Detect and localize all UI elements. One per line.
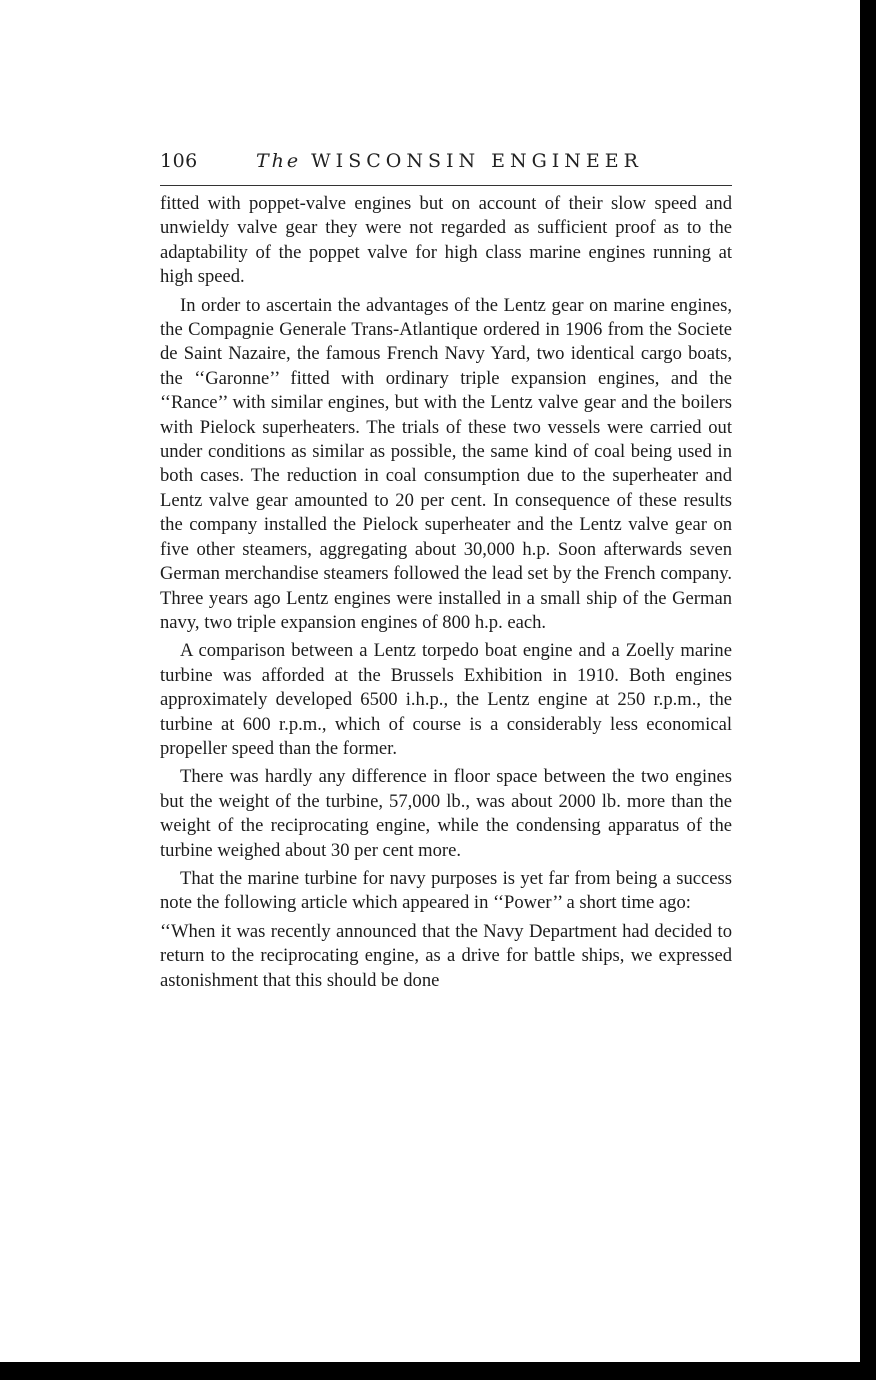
running-header (160, 148, 732, 178)
quoted-paragraph: ‘‘When it was recently announced that the Navy Department had decided to return to the reciprocating engine, as a drive for battle ships, we expressed astonishment that this should be done (160, 920, 732, 991)
journal-title (256, 150, 643, 172)
paragraph: In order to ascertain the advantages of the Lentz gear on marine engines, the Compagnie Generale Trans-Atlantique ordered in 1906 from the Societe de Saint Nazaire, the famous French Navy Yard, two identical cargo boats, the ‘‘Garonne’’ fitted with ordinary triple expansion engines, and the ‘‘Rance’’ with similar engines, but with the Lentz valve gear and the boilers with Pielock superheaters. The trials of these two vessels were carried out under conditions as similar as possible, the same kind of coal being used in both cases. The reduction in coal consumption due to the superheater and Lentz valve gear amounted to 20 per cent. In consequence of these results the company installed the Pielock superheater and the Lentz valve gear on five other steamers, aggregating about 30,000 h.p. Soon afterwards seven German merchandise steamers followed the lead set by the French company. Three years ago Lentz engines were installed in a small ship of the German navy, two triple expansion engines of 800 h.p. each. (160, 294, 732, 633)
page-number: 106 (160, 150, 198, 172)
header-rule (160, 185, 732, 186)
journal-title-prefix: The (256, 150, 302, 172)
paragraph: That the marine turbine for navy purposes is yet far from being a success note the following article which appeared in ‘‘Power’’ a short time ago: (160, 867, 732, 914)
paragraph: A comparison between a Lentz torpedo boat engine and a Zoelly marine turbine was afforded at the Brussels Exhibition in 1910. Both engines approximately developed 6500 i.h.p., the Lentz engine at 250 r.p.m., the turbine at 600 r.p.m., which of course is a considerably less economical propeller speed than the former. (160, 640, 732, 759)
paragraph: There was hardly any difference in floor space between the two engines but the weight of the turbine, 57,000 lb., was about 2000 lb. more than the weight of the reciprocating engine, while the condensing apparatus of the turbine weighed about 30 per cent more. (160, 766, 732, 861)
article-body (160, 192, 732, 997)
journal-title-main: WISCONSIN ENGINEER (311, 150, 643, 172)
paragraph-continued: fitted with poppet-valve engines but on account of their slow speed and unwieldy valve gear they were not regarded as sufficient proof as to the adaptability of the poppet valve for high class marine engines running at high speed. (160, 193, 732, 288)
